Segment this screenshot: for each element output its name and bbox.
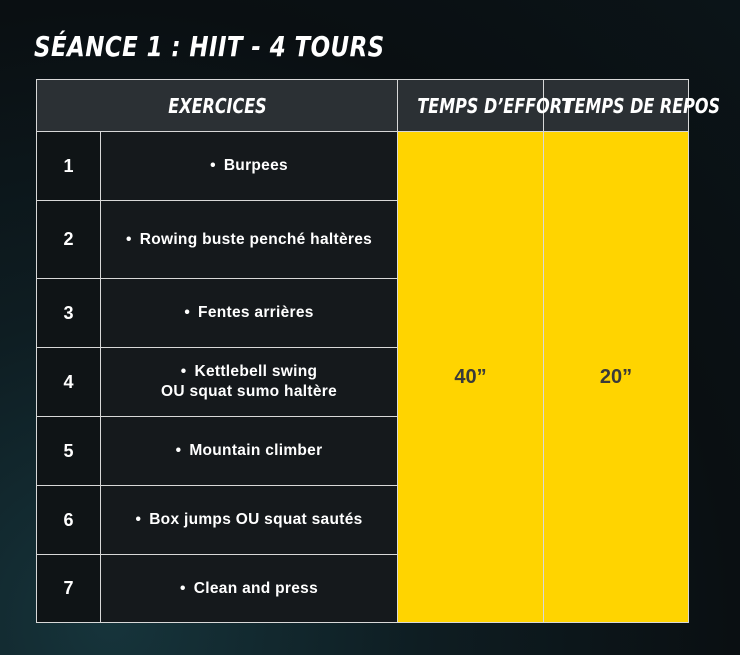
exercise-name: • Rowing buste penché haltères [101,201,398,279]
exercise-number: 5 [37,417,101,486]
exercise-name: • Box jumps OU squat sautés [101,486,398,555]
bullet-icon: • [180,363,187,380]
bullet-icon: • [125,230,132,248]
workout-table [36,79,721,623]
header-effort-time: TEMPS D’EFFORT [398,80,544,132]
exercise-number: 1 [37,132,101,201]
exercise-name: • Mountain climber [101,417,398,486]
bullet-icon: • [175,442,182,459]
exercise-name: • Fentes arrières [101,279,398,348]
exercise-name: • Clean and press [101,555,398,623]
exercise-number: 2 [37,201,101,279]
rest-time-cell: 20” [544,132,689,623]
bullet-icon: • [135,511,142,528]
header-rest-time: TEMPS DE REPOS [544,80,689,132]
header-exercices: EXERCICES [37,80,398,132]
exercise-number: 4 [37,348,101,417]
exercise-number: 6 [37,486,101,555]
exercise-number: 7 [37,555,101,623]
bullet-icon: • [184,304,191,321]
page-title: SÉANCE 1 : HIIT - 4 TOURS [34,30,385,63]
bullet-icon: • [210,157,216,174]
table-header-row [37,80,689,132]
table-row [37,132,689,201]
exercise-name: • Burpees [101,132,398,201]
effort-time-cell: 40” [398,132,544,623]
bullet-icon: • [180,579,186,597]
exercise-number: 3 [37,279,101,348]
exercise-name: • Kettlebell swing OU squat sumo haltère [101,348,398,417]
